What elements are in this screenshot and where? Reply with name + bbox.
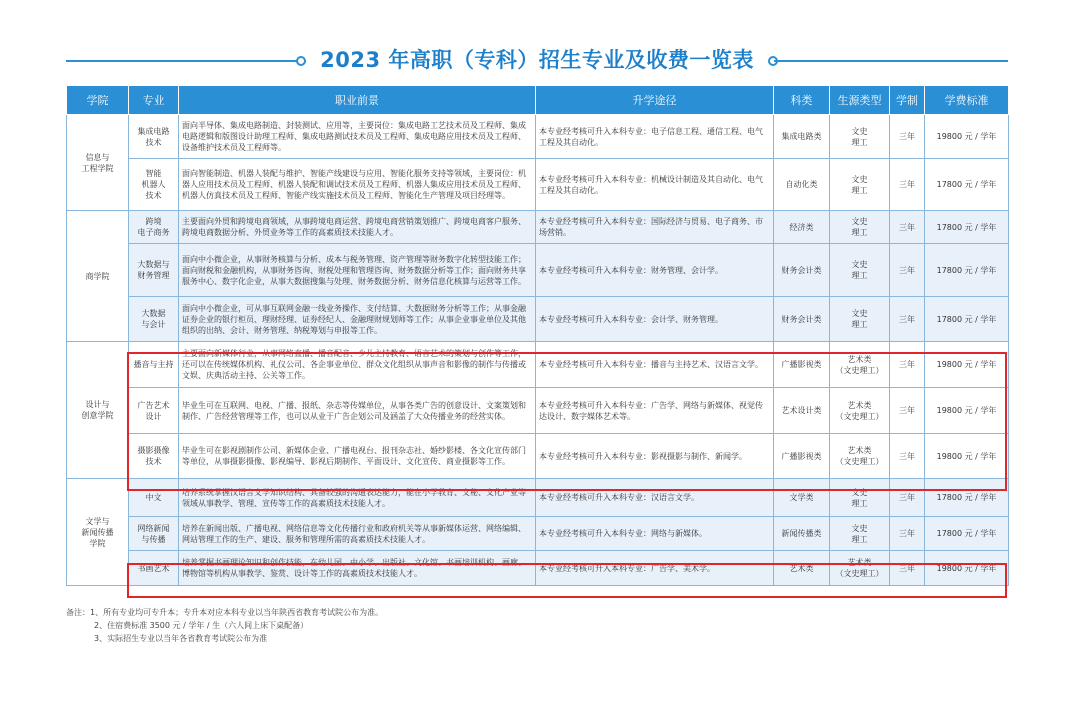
fee-cell: 17800 元 / 学年: [925, 479, 1009, 517]
path-cell: 本专业经考核可升入本科专业：汉语言文学。: [536, 479, 774, 517]
fee-cell: 17800 元 / 学年: [925, 211, 1009, 244]
college-cell: 信息与 工程学院: [67, 115, 129, 211]
fee-cell: 17800 元 / 学年: [925, 244, 1009, 297]
note-1: 备注：1、所有专业均可专升本；专升本对应本科专业以当年陕西省教育考试院公布为准。: [66, 608, 384, 617]
source-cell: 文史 理工: [830, 159, 890, 211]
college-cell: 商学院: [67, 211, 129, 342]
table-row: [67, 342, 1009, 388]
major-cell: 跨境 电子商务: [129, 211, 179, 244]
fee-cell: 17800 元 / 学年: [925, 297, 1009, 342]
fee-cell: 19800 元 / 学年: [925, 388, 1009, 434]
prospects-cell: 主要面向外贸和跨境电商领域，从事跨境电商运营、跨境电商营销策划推广、跨境电商客户服务、跨境电商数据分析、外贸业务等工作的高素质技术技能人才。: [179, 211, 536, 244]
major-cell: 播音与主持: [129, 342, 179, 388]
path-cell: 本专业经考核可升入本科专业：影视摄影与制作、新闻学。: [536, 434, 774, 479]
source-cell: 文史 理工: [830, 211, 890, 244]
source-cell: 文史 理工: [830, 244, 890, 297]
major-cell: 大数据 与会计: [129, 297, 179, 342]
prospects-cell: 培养在新闻出版、广播电视、网络信息等文化传播行业和政府机关等从事新媒体运营、网络编辑、网站管理工作的生产、建设、服务和管理所需的高素质技术技能人才。: [179, 517, 536, 551]
category-cell: 经济类: [774, 211, 830, 244]
header-prospects: 职业前景: [179, 86, 536, 115]
table-row: [67, 479, 1009, 517]
table-row: [67, 244, 1009, 297]
category-cell: 艺术类: [774, 551, 830, 586]
major-cell: 智能 机器人 技术: [129, 159, 179, 211]
category-cell: 财务会计类: [774, 297, 830, 342]
majors-table: [66, 85, 1009, 586]
category-cell: 财务会计类: [774, 244, 830, 297]
prospects-cell: 面向中小微企业，可从事互联网金融一线业务操作、支付结算、大数据财务分析等工作；从事金融证券企业的银行柜员、理财经理、证券经纪人、金融理财规划师等工作；从事企业事业单位及其他组织的出纳、会计、财务管理、纳税筹划与申报等工作。: [179, 297, 536, 342]
duration-cell: 三年: [890, 517, 925, 551]
title-rule-right: [774, 60, 1008, 62]
header-source: 生源类型: [830, 86, 890, 115]
table-row: [67, 115, 1009, 159]
duration-cell: 三年: [890, 159, 925, 211]
duration-cell: 三年: [890, 211, 925, 244]
category-cell: 艺术设计类: [774, 388, 830, 434]
fee-cell: 19800 元 / 学年: [925, 342, 1009, 388]
path-cell: 本专业经考核可升入本科专业：国际经济与贸易、电子商务、市场营销。: [536, 211, 774, 244]
duration-cell: 三年: [890, 479, 925, 517]
prospects-cell: 面向智能制造、机器人装配与维护、智能产线建设与应用、智能化服务支持等领域，主要岗位：机器人应用技术员及工程师、机器人装配和调试技术员及工程师、机器人集成应用技术员及工程师、机器人仿真技术员及工程师、智能产线实施技术员及工程师、智能化生产管理及项目经理等。: [179, 159, 536, 211]
major-cell: 书画艺术: [129, 551, 179, 586]
duration-cell: 三年: [890, 388, 925, 434]
source-cell: 艺术类 （文史理工）: [830, 551, 890, 586]
header-fee: 学费标准: [925, 86, 1009, 115]
path-cell: 本专业经考核可升入本科专业：广告学、美术学。: [536, 551, 774, 586]
path-cell: 本专业经考核可升入本科专业：播音与主持艺术、汉语言文学。: [536, 342, 774, 388]
path-cell: 本专业经考核可升入本科专业：广告学、网络与新媒体、视觉传达设计、数字媒体艺术等。: [536, 388, 774, 434]
fee-cell: 19800 元 / 学年: [925, 551, 1009, 586]
major-cell: 中文: [129, 479, 179, 517]
note-3: 3、实际招生专业以当年各省教育考试院公布为准: [94, 634, 268, 643]
category-cell: 广播影视类: [774, 342, 830, 388]
duration-cell: 三年: [890, 342, 925, 388]
note-2: 2、住宿费标准 3500 元 / 学年 / 生（六人间上床下桌配备）: [94, 621, 309, 630]
title-dot-left: [296, 56, 306, 66]
source-cell: 艺术类 （文史理工）: [830, 342, 890, 388]
header-path: 升学途径: [536, 86, 774, 115]
category-cell: 集成电路类: [774, 115, 830, 159]
category-cell: 广播影视类: [774, 434, 830, 479]
table-row: [67, 517, 1009, 551]
major-cell: 摄影摄像 技术: [129, 434, 179, 479]
header-category: 科类: [774, 86, 830, 115]
table-row: [67, 551, 1009, 586]
path-cell: 本专业经考核可升入本科专业：网络与新媒体。: [536, 517, 774, 551]
notes: [66, 606, 383, 645]
path-cell: 本专业经考核可升入本科专业：机械设计制造及其自动化、电气工程及其自动化。: [536, 159, 774, 211]
table-row: [67, 211, 1009, 244]
category-cell: 新闻传播类: [774, 517, 830, 551]
header-college: 学院: [67, 86, 129, 115]
prospects-cell: 毕业生可在影视剧制作公司、新媒体企业、广播电视台、报刊杂志社、婚纱影楼、各文化宣传部门等单位，从事摄影摄像、影视编导、影视后期制作、平面设计、文化宣传、商业摄影等工作。: [179, 434, 536, 479]
major-cell: 广告艺术 设计: [129, 388, 179, 434]
prospects-cell: 培养系统掌握汉语言文学知识结构、具备较强的沟通表达能力，能在小学教育、文秘、文化产业等领域从事教学、管理、宣传等工作的高素质技术技能人才。: [179, 479, 536, 517]
source-cell: 艺术类 （文史理工）: [830, 434, 890, 479]
header-duration: 学制: [890, 86, 925, 115]
fee-cell: 17800 元 / 学年: [925, 517, 1009, 551]
source-cell: 文史 理工: [830, 517, 890, 551]
source-cell: 文史 理工: [830, 115, 890, 159]
path-cell: 本专业经考核可升入本科专业：电子信息工程、通信工程、电气工程及其自动化。: [536, 115, 774, 159]
path-cell: 本专业经考核可升入本科专业：会计学、财务管理。: [536, 297, 774, 342]
college-cell: 文学与 新闻传播 学院: [67, 479, 129, 586]
page-title: 2023 年高职（专科）招生专业及收费一览表: [320, 48, 754, 72]
fee-cell: 19800 元 / 学年: [925, 115, 1009, 159]
duration-cell: 三年: [890, 115, 925, 159]
major-cell: 网络新闻 与传播: [129, 517, 179, 551]
prospects-cell: 面向中小微企业，从事财务核算与分析、成本与税务管理、资产管理等财务数字化转型技能工作；面向财税和金融机构，从事财务咨询、财税处理和管理咨询、财务数据分析等工作；面向财务共享服务中心、数字化企业，从事大数据搜集与处理、财务数据分析、财务信息化核算与运营等工作。: [179, 244, 536, 297]
source-cell: 文史 理工: [830, 479, 890, 517]
prospects-cell: 主要面向新媒体行业，从事网络直播、播音配音、少儿主持教育、语言艺术的策划与创作等工作，还可以在传统媒体机构、礼仪公司、各企事业单位、群众文化组织从事声音和影像的制作与传播或文娱、庆典活动主持、公关等工作。: [179, 342, 536, 388]
duration-cell: 三年: [890, 434, 925, 479]
source-cell: 艺术类 （文史理工）: [830, 388, 890, 434]
duration-cell: 三年: [890, 551, 925, 586]
category-cell: 自动化类: [774, 159, 830, 211]
prospects-cell: 面向半导体、集成电路制造、封装测试、应用等，主要岗位：集成电路工艺技术员及工程师、集成电路逻辑和版图设计助理工程师、集成电路测试技术员及工程师、集成电路应用技术员及工程师、设备维护技术员及工程师等。: [179, 115, 536, 159]
source-cell: 文史 理工: [830, 297, 890, 342]
duration-cell: 三年: [890, 244, 925, 297]
table-row: [67, 297, 1009, 342]
category-cell: 文学类: [774, 479, 830, 517]
table-row: [67, 159, 1009, 211]
title-rule-left: [66, 60, 300, 62]
duration-cell: 三年: [890, 297, 925, 342]
college-cell: 设计与 创意学院: [67, 342, 129, 479]
prospects-cell: 毕业生可在互联网、电视、广播、报纸、杂志等传媒单位，从事各类广告的创意设计、文案策划和制作、广告经营管理等工作，也可以从业于广告企划公司及涵盖了大众传播业务的经营实体。: [179, 388, 536, 434]
table-row: [67, 388, 1009, 434]
fee-cell: 17800 元 / 学年: [925, 159, 1009, 211]
table-row: [67, 434, 1009, 479]
title-bar: [66, 44, 1008, 76]
header-row: [67, 86, 1009, 115]
major-cell: 集成电路 技术: [129, 115, 179, 159]
major-cell: 大数据与 财务管理: [129, 244, 179, 297]
prospects-cell: 培养掌握书画理论知识和创作技能，在幼儿园、中小学、出版社、文化馆、书画培训机构、画廊、博物馆等机构从事教学、鉴赏、设计等工作的高素质技术技能人才。: [179, 551, 536, 586]
header-major: 专业: [129, 86, 179, 115]
path-cell: 本专业经考核可升入本科专业：财务管理、会计学。: [536, 244, 774, 297]
fee-cell: 19800 元 / 学年: [925, 434, 1009, 479]
